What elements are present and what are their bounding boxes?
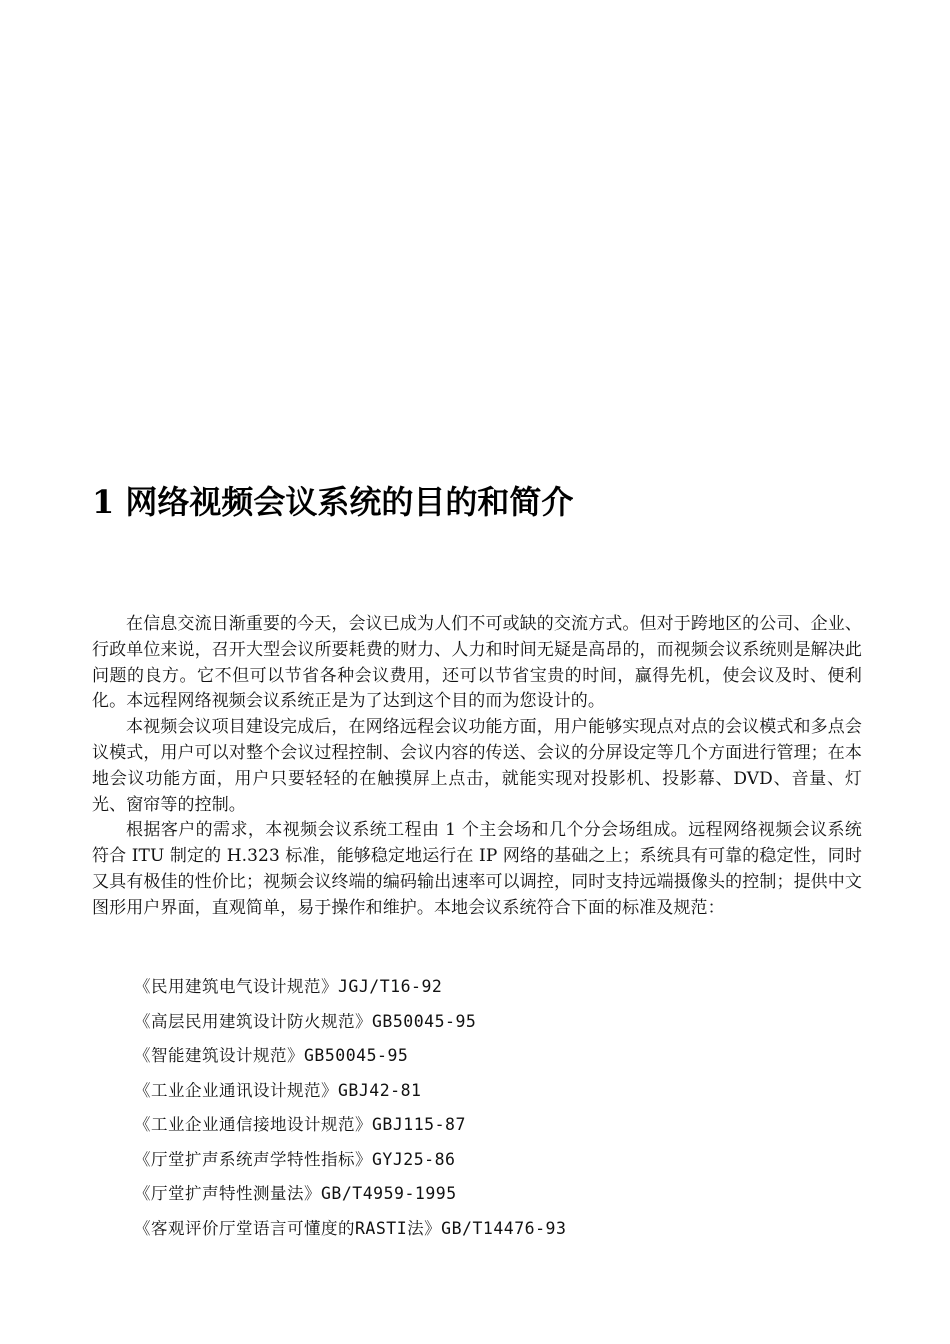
standard-item: 《工业企业通讯设计规范》GBJ42-81 — [134, 1080, 422, 1100]
standards-list — [134, 970, 566, 1246]
standard-item: 《工业企业通信接地设计规范》GBJ115-87 — [134, 1115, 466, 1134]
paragraph-intro: 在信息交流日渐重要的今天，会议已成为人们不可或缺的交流方式。但对于跨地区的公司、企业、行政单位来说，召开大型会议所要耗费的财力、人力和时间无疑是高昂的，而视频会议系统则是解决此问题的良方。它不但可以节省各种会议费用，还可以节省宝贵的时间，赢得先机，使会议及时、便利化。本远程网络视频会议系统正是为了达到这个目的而为您设计的。 — [92, 614, 862, 712]
paragraph-requirements: 根据客户的需求，本视频会议系统工程由 1 个主会场和几个分会场组成。远程网络视频会议系统符合 ITU 制定的 H.323 标准，能够稳定地运行在 IP 网络的基础之上；系统具有可靠的稳定性，同时又具有极佳的性价比；视频会议终端的编码输出速率可以调控，同时支持远端摄像头的控制；提供中文图形用户界面，直观简单，易于操作和维护。本地会议系统符合下面的标准及规范： — [92, 820, 862, 918]
standard-item: 《智能建筑设计规范》GB50045-95 — [134, 1046, 409, 1065]
standard-item: 《高层民用建筑设计防火规范》GB50045-95 — [134, 1011, 477, 1031]
body-text — [92, 612, 862, 922]
section-heading: 1 网络视频会议系统的目的和简介 — [92, 483, 574, 521]
standard-item: 《客观评价厅堂语言可懂度的RASTI法》GB/T14476-93 — [134, 1218, 567, 1238]
standard-item: 《厅堂扩声系统声学特性指标》GYJ25-86 — [134, 1149, 456, 1169]
standard-item: 《厅堂扩声特性测量法》GB/T4959-1995 — [134, 1184, 457, 1203]
paragraph-features: 本视频会议项目建设完成后，在网络远程会议功能方面，用户能够实现点对点的会议模式和多点会议模式，用户可以对整个会议过程控制、会议内容的传送、会议的分屏设定等几个方面进行管理；在本地会议功能方面，用户只要轻轻的在触摸屏上点击，就能实现对投影机、投影幕、DVD、音量、灯光、窗帘等的控制。 — [92, 717, 862, 815]
standard-item: 《民用建筑电气设计规范》JGJ/T16-92 — [134, 977, 443, 996]
